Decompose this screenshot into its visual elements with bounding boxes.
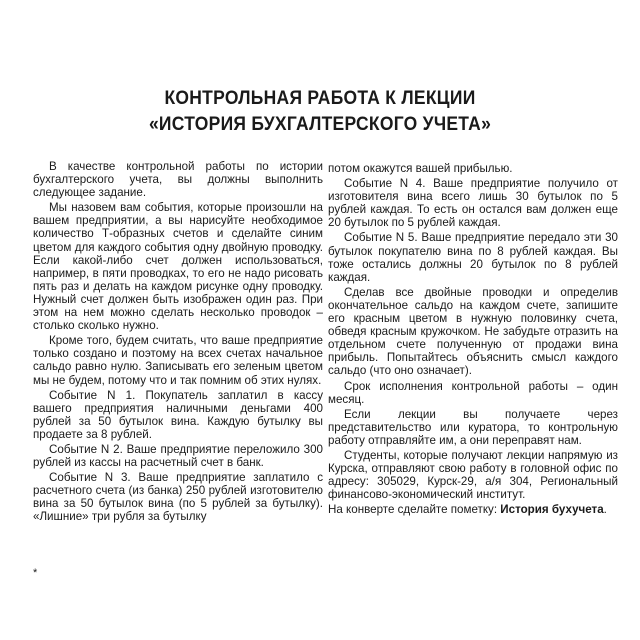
closing-prefix: На конверте сделайте пометку: <box>328 503 501 517</box>
paragraph-event-5: Событие N 5. Ваше предприятие передало эти 30 бутылок покупателю вина по 8 рублей каждая. Вы тоже остались должны 20 бутылок по 8 рублей каждая. <box>328 231 618 284</box>
paragraph-event-1: Событие N 1. Покупатель заплатил в кассу вашего предприятия наличными деньгами 400 рублей за 50 бутылок вина. Каждую бутылку вы продаете за 8 рублей. <box>33 388 323 441</box>
paragraph-event-4: Событие N 4. Ваше предприятие получило от изготовителя вина всего лишь 30 бутылок по 5 рублей каждая. То есть он остался вам должен еще 20 бутылок по 5 рублей каждая. <box>328 177 618 230</box>
title-line-2: «ИСТОРИЯ БУХГАЛТЕРСКОГО УЧЕТА» <box>148 114 492 135</box>
title-line-1: КОНТРОЛЬНАЯ РАБОТА К ЛЕКЦИИ <box>164 88 476 109</box>
paragraph-event-2: Событие N 2. Ваше предприятие переложило 300 рублей из кассы на расчетный счет в банк. <box>33 442 323 470</box>
paragraph: В качестве контрольной работы по истории бухгалтерского учета, вы должны выполнить следующее задание. <box>33 160 323 200</box>
paragraph: Если лекции вы получаете через представительство или куратора, то контрольную работу отправляйте им, а они переправят нам. <box>328 407 618 447</box>
left-column <box>33 160 323 526</box>
footnote-mark: * <box>33 567 38 579</box>
right-column <box>328 162 618 518</box>
paragraph-event-3: Событие N 3. Ваше предприятие заплатило с расчетного счета (из банка) 250 рублей изготовителю вина за 50 бутылок вина (по 5 рублей за бутылку). «Лишние» три рубля за бутылку <box>33 471 323 524</box>
closing-bold: История бухучета <box>500 503 604 517</box>
paragraph-deadline: Срок исполнения контрольной работы – один месяц. <box>328 379 618 406</box>
closing-suffix: . <box>603 503 607 517</box>
paragraph-closing <box>328 503 618 516</box>
paragraph: Сделав все двойные проводки и определив окончательное сальдо на каждом счете, запишите его красным цветом в нужную половинку счета, обведя красным кружочком. Не забудьте отразить на отдельном счете полученную от продажи вина прибыль. Попытайтесь объяснить смысл каждого сальдо (что оно означает). <box>328 285 618 378</box>
page-title <box>26 86 615 138</box>
paragraph: Кроме того, будем считать, что ваше предприятие только создано и поэтому на всех счетах начальное сальдо равно нулю. Записывать его зеленым цветом мы не будем, потому что и так помним об этих нулях. <box>33 334 323 387</box>
paragraph-continuation: потом окажутся вашей прибылью. <box>328 162 513 175</box>
paragraph-address: Студенты, которые получают лекции напрямую из Курска, отправляют свою работу в головной офис по адресу: 305029, Курск-29, а/я 304, Региональный финансово-экономический институт. <box>328 448 618 502</box>
paragraph: Мы назовем вам события, которые произошли на вашем предприятии, а вы нарисуйте необходимое количество Т-образных счетов и сделайте синим цветом для каждого события одну двойную проводку. Если какой-либо счет должен использоваться, например, в пяти проводках, то его не надо рисовать пять раз и делать на каждом рисунке одну проводку. Нужный счет должен быть изображен один раз. При этом на нем можно сделать несколько проводок – столько сколько нужно. <box>33 201 323 333</box>
